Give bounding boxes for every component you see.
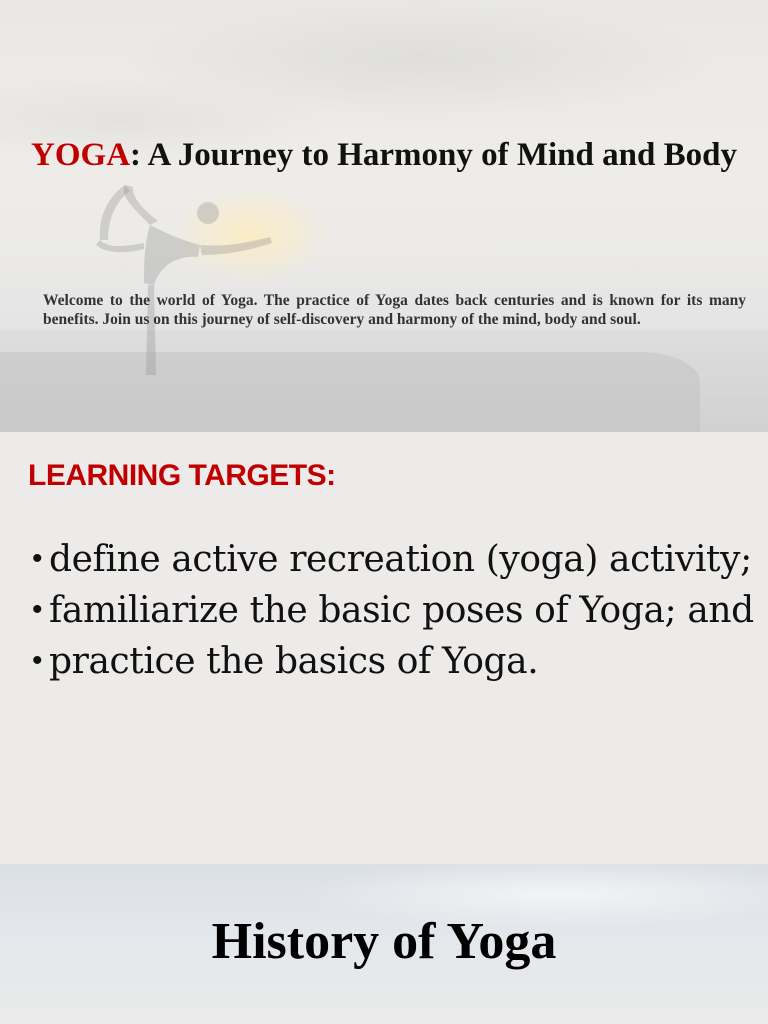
bullet-icon: • <box>32 542 43 575</box>
title-slide <box>0 0 768 432</box>
slide-title <box>30 133 738 177</box>
bullet-icon: • <box>32 593 43 626</box>
title-accent: YOGA <box>31 137 131 173</box>
learning-targets-list <box>32 534 754 687</box>
target-text: practice the basics of Yoga. <box>49 641 539 682</box>
list-item <box>32 534 754 585</box>
yoga-pose-silhouette <box>80 185 290 375</box>
bullet-icon: • <box>32 644 43 677</box>
list-item <box>32 636 754 687</box>
title-rest: : A Journey to Harmony of Mind and Body <box>130 137 737 173</box>
intro-paragraph: Welcome to the world of Yoga. The practice of Yoga dates back centuries and is known for its many benefits. Join us on this journey of self-discovery and harmony of the mind, body and soul. <box>43 291 746 328</box>
list-item <box>32 585 754 636</box>
learning-targets-slide <box>0 432 768 864</box>
history-title: History of Yoga <box>211 913 557 970</box>
target-text: familiarize the basic poses of Yoga; and <box>49 590 754 631</box>
history-slide <box>0 864 768 1024</box>
learning-targets-heading: LEARNING TARGETS: <box>28 459 336 492</box>
target-text: define active recreation (yoga) activity; <box>49 539 752 580</box>
